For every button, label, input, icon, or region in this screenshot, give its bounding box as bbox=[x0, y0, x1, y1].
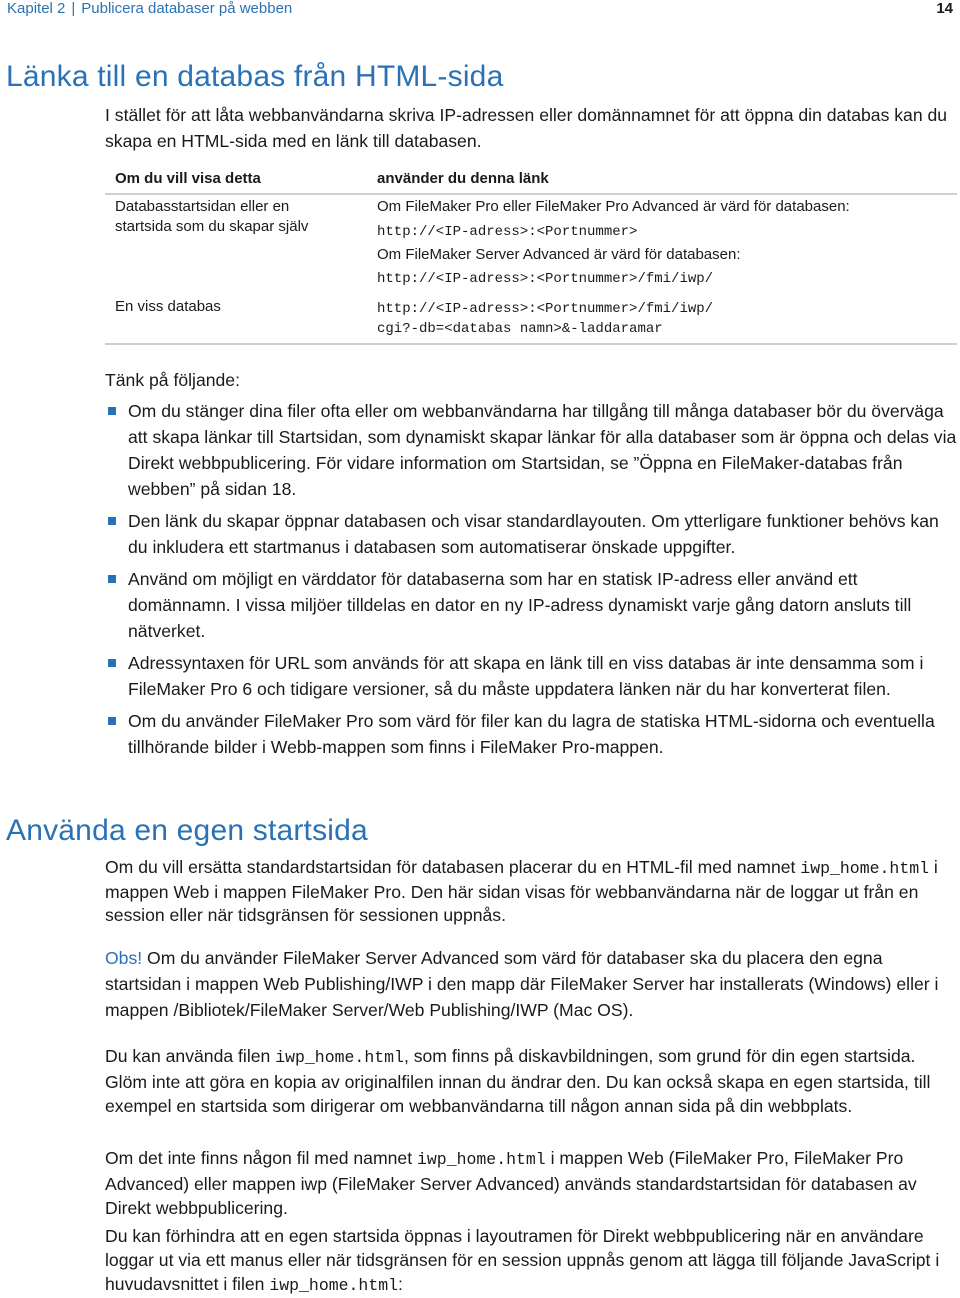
chapter-line bbox=[7, 0, 292, 17]
table-header-link: använder du denna länk bbox=[377, 170, 549, 187]
list-item: Den länk du skapar öppnar databasen och visar standardlayouten. Om ytterligare funktioner behövs kan du inkludera ett startmanus i databasen som automatiserar önskade uppgifter. bbox=[105, 508, 957, 560]
table-row-2-what: En viss databas bbox=[115, 298, 221, 315]
table-top-rule bbox=[105, 193, 957, 195]
filename-code: iwp_home.html bbox=[800, 859, 930, 878]
bullet-square-icon bbox=[108, 517, 116, 525]
consider-list bbox=[105, 398, 957, 766]
section-heading-link: Länka till en databas från HTML-sida bbox=[6, 60, 504, 93]
startpage-paragraph-3: Om det inte finns någon fil med namnet iwp_home.html i mappen Web (FileMaker Pro, FileMaker Pro Advanced) eller mappen iwp (FileMaker Server Advanced) används standardstartsidan för databasen av Direkt webbpublicering. bbox=[105, 1148, 917, 1218]
filename-code: iwp_home.html bbox=[416, 1150, 546, 1169]
page-number: 14 bbox=[936, 0, 953, 17]
section-heading-startpage: Använda en egen startsida bbox=[6, 814, 368, 847]
startpage-paragraph-1: Om du vill ersätta standardstartsidan för databasen placerar du en HTML-fil med namnet iwp_home.html i mappen Web i mappen FileMaker Pro. Den här sidan visas för webbanvändarna när de loggar ut från en session eller när tidsgränsen för sessionen uppnås. bbox=[105, 857, 938, 925]
bullet-square-icon bbox=[108, 717, 116, 725]
list-item: Adressyntaxen för URL som används för att skapa en länk till en viss databas är inte densamma som i FileMaker Pro 6 och tidigare versioner, så du måste uppdatera länken när du har konverterat filen. bbox=[105, 650, 957, 702]
startpage-paragraph-4: Du kan förhindra att en egen startsida öppnas i layoutramen för Direkt webbpublicering när en användare loggar ut via ett manus eller när tidsgränsen för en session uppnås genom att lägga till följande JavaScript i huvudavsnittet i filen iwp_home.html: bbox=[105, 1226, 940, 1295]
table-row-2-code-2: cgi?-db=<databas namn>&-laddaramar bbox=[377, 321, 663, 337]
table-row-1-what: Databasstartsidan eller en startsida som du skapar själv bbox=[115, 198, 309, 235]
chapter-title: Publicera databaser på webben bbox=[81, 0, 293, 17]
bullet-square-icon bbox=[108, 407, 116, 415]
table-row-1-text-2: Om FileMaker Server Advanced är värd för databasen: bbox=[377, 246, 741, 263]
intro-paragraph: I stället för att låta webbanvändarna skriva IP-adressen eller domännamnet för att öppna din databas kan du skapa en HTML-sida med en länk till databasen. bbox=[105, 105, 948, 151]
startpage-paragraph-2: Du kan använda filen iwp_home.html, som finns på diskavbildningen, som grund för din egen startsida. Glöm inte att göra en kopia av originalfilen innan du ändrar den. Du kan också skapa en egen startsida, till exempel en startsida som dirigerar om webbanvändarna till någon annan sida på din webbplats. bbox=[105, 1046, 931, 1116]
filename-code: iwp_home.html bbox=[275, 1048, 404, 1067]
table-row-2-code-1: http://<IP-adress>:<Portnummer>/fmi/iwp/ bbox=[377, 301, 714, 317]
table-row-1-text-1: Om FileMaker Pro eller FileMaker Pro Advanced är värd för databasen: bbox=[377, 198, 850, 215]
table-bottom-rule bbox=[105, 343, 957, 345]
table-row-1-code-2: http://<IP-adress>:<Portnummer>/fmi/iwp/ bbox=[377, 271, 714, 287]
bullet-square-icon bbox=[108, 575, 116, 583]
table-header-what: Om du vill visa detta bbox=[115, 170, 261, 187]
list-item: Använd om möjligt en värddator för databaserna som har en statisk IP-adress eller använd ett domännamn. I vissa miljöer tilldelas en dator en ny IP-adress dynamiskt varje gång datorn ansluts till nätverket. bbox=[105, 566, 957, 644]
consider-label: Tänk på följande: bbox=[105, 370, 240, 390]
header-separator: | bbox=[71, 0, 76, 17]
bullet-square-icon bbox=[108, 659, 116, 667]
chapter-label: Kapitel 2 bbox=[7, 0, 66, 17]
table-row-1-code-1: http://<IP-adress>:<Portnummer> bbox=[377, 224, 638, 240]
list-item: Om du stänger dina filer ofta eller om webbanvändarna har tillgång till många databaser bör du överväga att skapa länkar till Startsidan, som dynamiskt skapar länkar för alla databaser som är öppna och delas via Direkt webbpublicering. För vidare information om Startsidan, se ”Öppna en FileMaker-databas från webben” på sidan 18. bbox=[105, 398, 957, 502]
note-label: Obs! bbox=[105, 948, 143, 968]
filename-code: iwp_home.html bbox=[269, 1276, 399, 1295]
note-paragraph: Obs! Om du använder FileMaker Server Advanced som värd för databaser ska du placera den egna startsidan i mappen Web Publishing/IWP i den mapp där FileMaker Server har installerats (Windows) eller i mappen /Bibliotek/FileMaker Server/Web Publishing/IWP (Mac OS). bbox=[105, 948, 939, 1020]
page-header bbox=[7, 0, 953, 18]
list-item: Om du använder FileMaker Pro som värd för filer kan du lagra de statiska HTML-sidorna och eventuella tillhörande bilder i Webb-mappen som finns i FileMaker Pro-mappen. bbox=[105, 708, 957, 760]
